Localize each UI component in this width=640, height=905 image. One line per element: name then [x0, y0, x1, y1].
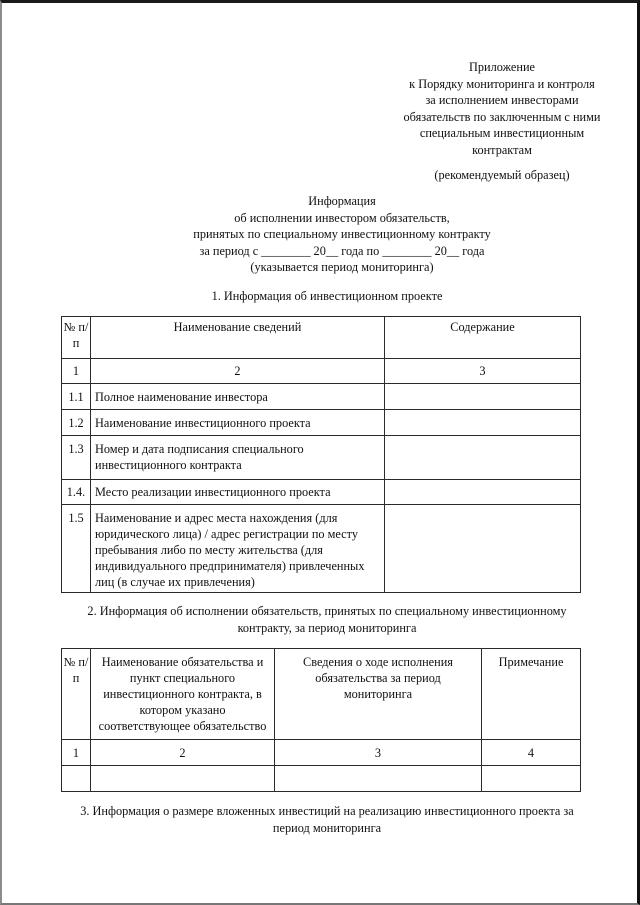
column-number: 4 [482, 740, 581, 766]
section-2-title-line: контракту, за период мониторинга [237, 620, 417, 635]
column-number: 3 [275, 740, 482, 766]
appendix-line: к Порядку мониторинга и контроля [409, 76, 595, 91]
column-header-content: Содержание [385, 317, 581, 359]
section-2-title-line: 2. Информация об исполнении обязательств, принятых по специальному инвестиционному [87, 604, 567, 618]
period-hint: (указывается период мониторинга) [250, 260, 434, 274]
table-header-row [62, 649, 581, 740]
section-1-title-text: 1. Информация об инвестиционном проекте [211, 289, 443, 303]
row-content-cell[interactable] [385, 384, 581, 410]
table-row [62, 436, 581, 480]
column-header-note: Примечание [482, 649, 581, 740]
table-row [62, 766, 581, 792]
column-header-progress: Сведения о ходе исполнения обязательства за период мониторинга [275, 649, 482, 740]
row-obligation-cell[interactable] [91, 766, 275, 792]
section-2-title [62, 603, 592, 636]
column-number: 2 [91, 359, 385, 384]
row-name: Наименование инвестиционного проекта [91, 410, 385, 436]
row-number: 1.1 [62, 384, 91, 410]
column-number: 1 [62, 359, 91, 384]
row-content-cell[interactable] [385, 410, 581, 436]
column-numbers-row [62, 740, 581, 766]
section-1-title [62, 288, 592, 305]
table-row [62, 410, 581, 436]
row-content-cell[interactable] [385, 480, 581, 505]
row-name: Наименование и адрес места нахождения (для юридического лица) / адрес регистрации по месту пребывания либо по месту жительства (для индивидуального предпринимателя) привлеченных лиц (в случае их привлечения) [91, 505, 385, 593]
row-progress-cell[interactable] [275, 766, 482, 792]
table-row [62, 384, 581, 410]
column-header-obligation: Наименование обязательства и пункт специального инвестиционного контракта, в котором указано соответствующее обязательство [91, 649, 275, 740]
project-info-table [61, 316, 581, 593]
obligations-table [61, 648, 581, 792]
column-header-name: Наименование сведений [91, 317, 385, 359]
period-line: за период с ________ 20__ года по ________ 20__ года [199, 243, 485, 258]
title-line: Информация [308, 194, 376, 208]
row-name: Место реализации инвестиционного проекта [91, 480, 385, 505]
appendix-header [382, 59, 622, 158]
row-content-cell[interactable] [385, 505, 581, 593]
row-number: 1.5 [62, 505, 91, 593]
row-number: 1.3 [62, 436, 91, 480]
column-numbers-row [62, 359, 581, 384]
section-3-title-line: период мониторинга [272, 820, 382, 835]
row-number: 1.4. [62, 480, 91, 505]
appendix-line: специальным инвестиционным [419, 126, 585, 140]
section-3-title [62, 803, 592, 836]
title-line: об исполнении инвестором обязательств, [234, 210, 450, 225]
table-row [62, 505, 581, 593]
appendix-line: Приложение [469, 60, 535, 74]
row-name: Полное наименование инвестора [91, 384, 385, 410]
appendix-line: контрактам [472, 142, 532, 157]
column-number: 2 [91, 740, 275, 766]
row-number-cell[interactable] [62, 766, 91, 792]
column-number: 3 [385, 359, 581, 384]
appendix-line: за исполнением инвесторами [425, 93, 579, 107]
sample-note: (рекомендуемый образец) [434, 168, 570, 182]
row-name: Номер и дата подписания специального инвестиционного контракта [91, 436, 385, 480]
row-number: 1.2 [62, 410, 91, 436]
section-3-title-line: 3. Информация о размере вложенных инвестиций на реализацию инвестиционного проекта за [80, 804, 574, 818]
column-header-number: № п/п [62, 649, 91, 740]
appendix-line: обязательств по заключенным с ними [403, 109, 601, 124]
row-note-cell[interactable] [482, 766, 581, 792]
column-header-number: № п/п [62, 317, 91, 359]
column-number: 1 [62, 740, 91, 766]
title-line: принятых по специальному инвестиционному контракту [193, 227, 491, 241]
table-row [62, 480, 581, 505]
row-content-cell[interactable] [385, 436, 581, 480]
document-title [102, 193, 582, 276]
table-header-row [62, 317, 581, 359]
